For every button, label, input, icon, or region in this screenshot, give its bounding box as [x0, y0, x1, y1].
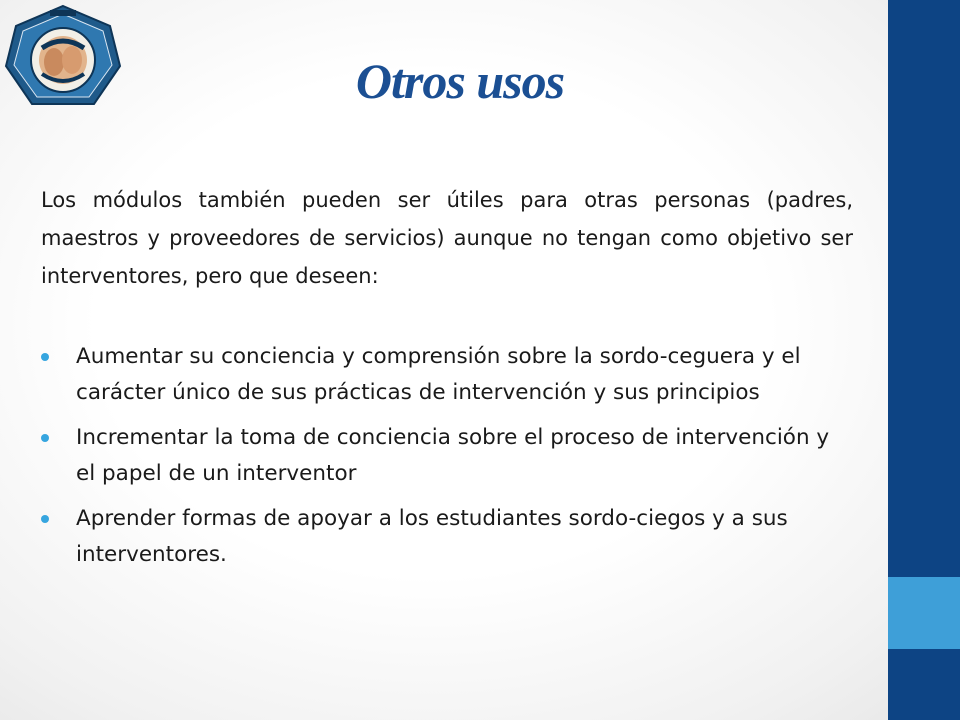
bullet-item	[41, 501, 853, 573]
bullet-text: Aumentar su conciencia y comprensión sobre la sordo-ceguera y el carácter único de sus prácticas de intervención y sus principios	[76, 344, 801, 405]
bullet-list	[41, 339, 853, 573]
bullet-item	[41, 420, 853, 492]
bullet-dot-icon	[41, 515, 49, 523]
slide-title: Otros usos	[355, 53, 565, 109]
bullet-text: Aprender formas de apoyar a los estudiantes sordo-ciegos y a sus interventores.	[76, 506, 788, 567]
bullet-dot-icon	[41, 434, 49, 442]
sidebar-light-block	[888, 577, 960, 649]
intro-paragraph: Los módulos también pueden ser útiles para otras personas (padres, maestros y proveedores de servicios) aunque no tengan como objetivo ser interventores, pero que deseen:	[41, 188, 853, 288]
slide-content	[41, 181, 853, 582]
bullet-dot-icon	[41, 353, 49, 361]
bullet-item	[41, 339, 853, 411]
bullet-text: Incrementar la toma de conciencia sobre el proceso de intervención y el papel de un interventor	[76, 425, 830, 486]
